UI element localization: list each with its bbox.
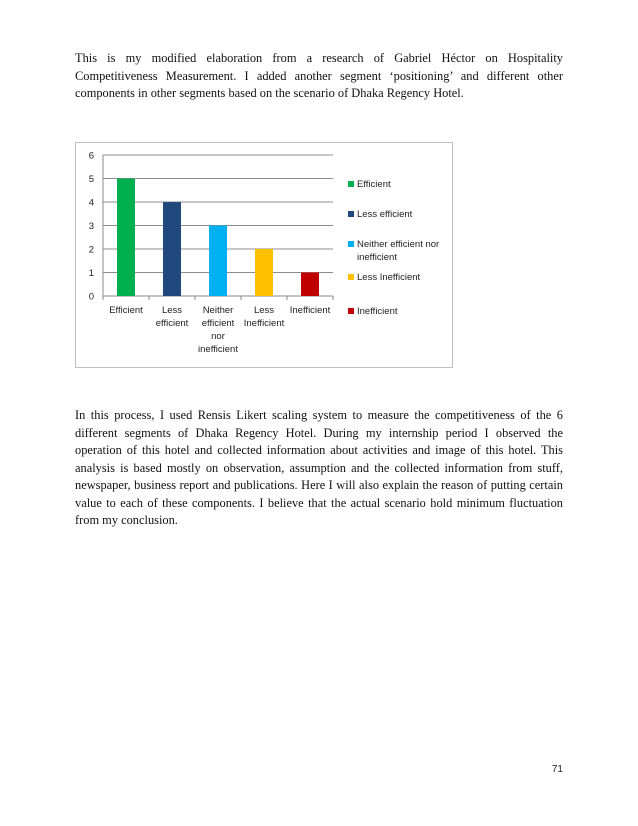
process-paragraph: In this process, I used Rensis Likert scaling system to measure the competitiveness of the 6 different segments of Dhaka Regency Hotel. During my internship period I observed the operation of this hotel and collected information about activities and image of this hotel. This analysis is based mostly on observation, assumption and the collected information from stuff, newspaper, business report and publications. Here I will also explain the reason of putting certain value to each of these components. I believe that the actual scenario hold minimum fluctuation from my conclusion.	[75, 408, 563, 527]
competitiveness-chart	[75, 142, 453, 368]
legend-label: Efficient	[357, 179, 391, 190]
x-category-label: Less efficient	[155, 305, 189, 329]
y-tick-label: 3	[88, 221, 94, 232]
legend-label: Less Inefficient	[357, 272, 421, 283]
legend-swatch	[348, 241, 354, 247]
bar-5	[301, 273, 319, 297]
legend-swatch	[348, 181, 354, 187]
bar-1	[117, 179, 135, 297]
y-tick-label: 2	[88, 244, 94, 256]
legend-swatch	[348, 211, 354, 217]
legend-swatch	[348, 274, 354, 280]
y-tick-label: 6	[88, 150, 94, 162]
y-tick-label: 0	[88, 291, 94, 303]
bar-4	[255, 249, 273, 296]
legend-swatch	[348, 308, 354, 314]
y-tick-label: 5	[88, 174, 94, 185]
legend-label: Less efficient	[357, 209, 413, 220]
page-number: 71	[551, 764, 563, 775]
intro-paragraph: This is my modified elaboration from a research of Gabriel Héctor on Hospitality Competitiveness Measurement. I added another segment ‘positioning’ and different other components in other segments based on the scenario of Dhaka Regency Hotel.	[75, 51, 563, 100]
x-category-label: Inefficient	[289, 305, 331, 316]
bar-3	[209, 226, 227, 297]
x-category-label: Less Inefficient	[243, 305, 285, 329]
y-tick-label: 4	[88, 197, 94, 209]
legend-label: Neither efficient nor inefficient	[357, 239, 440, 263]
bar-2	[163, 202, 181, 296]
x-category-label: Neither efficient nor inefficient	[198, 305, 238, 355]
legend-label: Inefficient	[357, 306, 398, 317]
chart-canvas	[76, 143, 454, 369]
y-tick-label: 1	[88, 268, 94, 279]
x-category-label: Efficient	[109, 305, 143, 316]
